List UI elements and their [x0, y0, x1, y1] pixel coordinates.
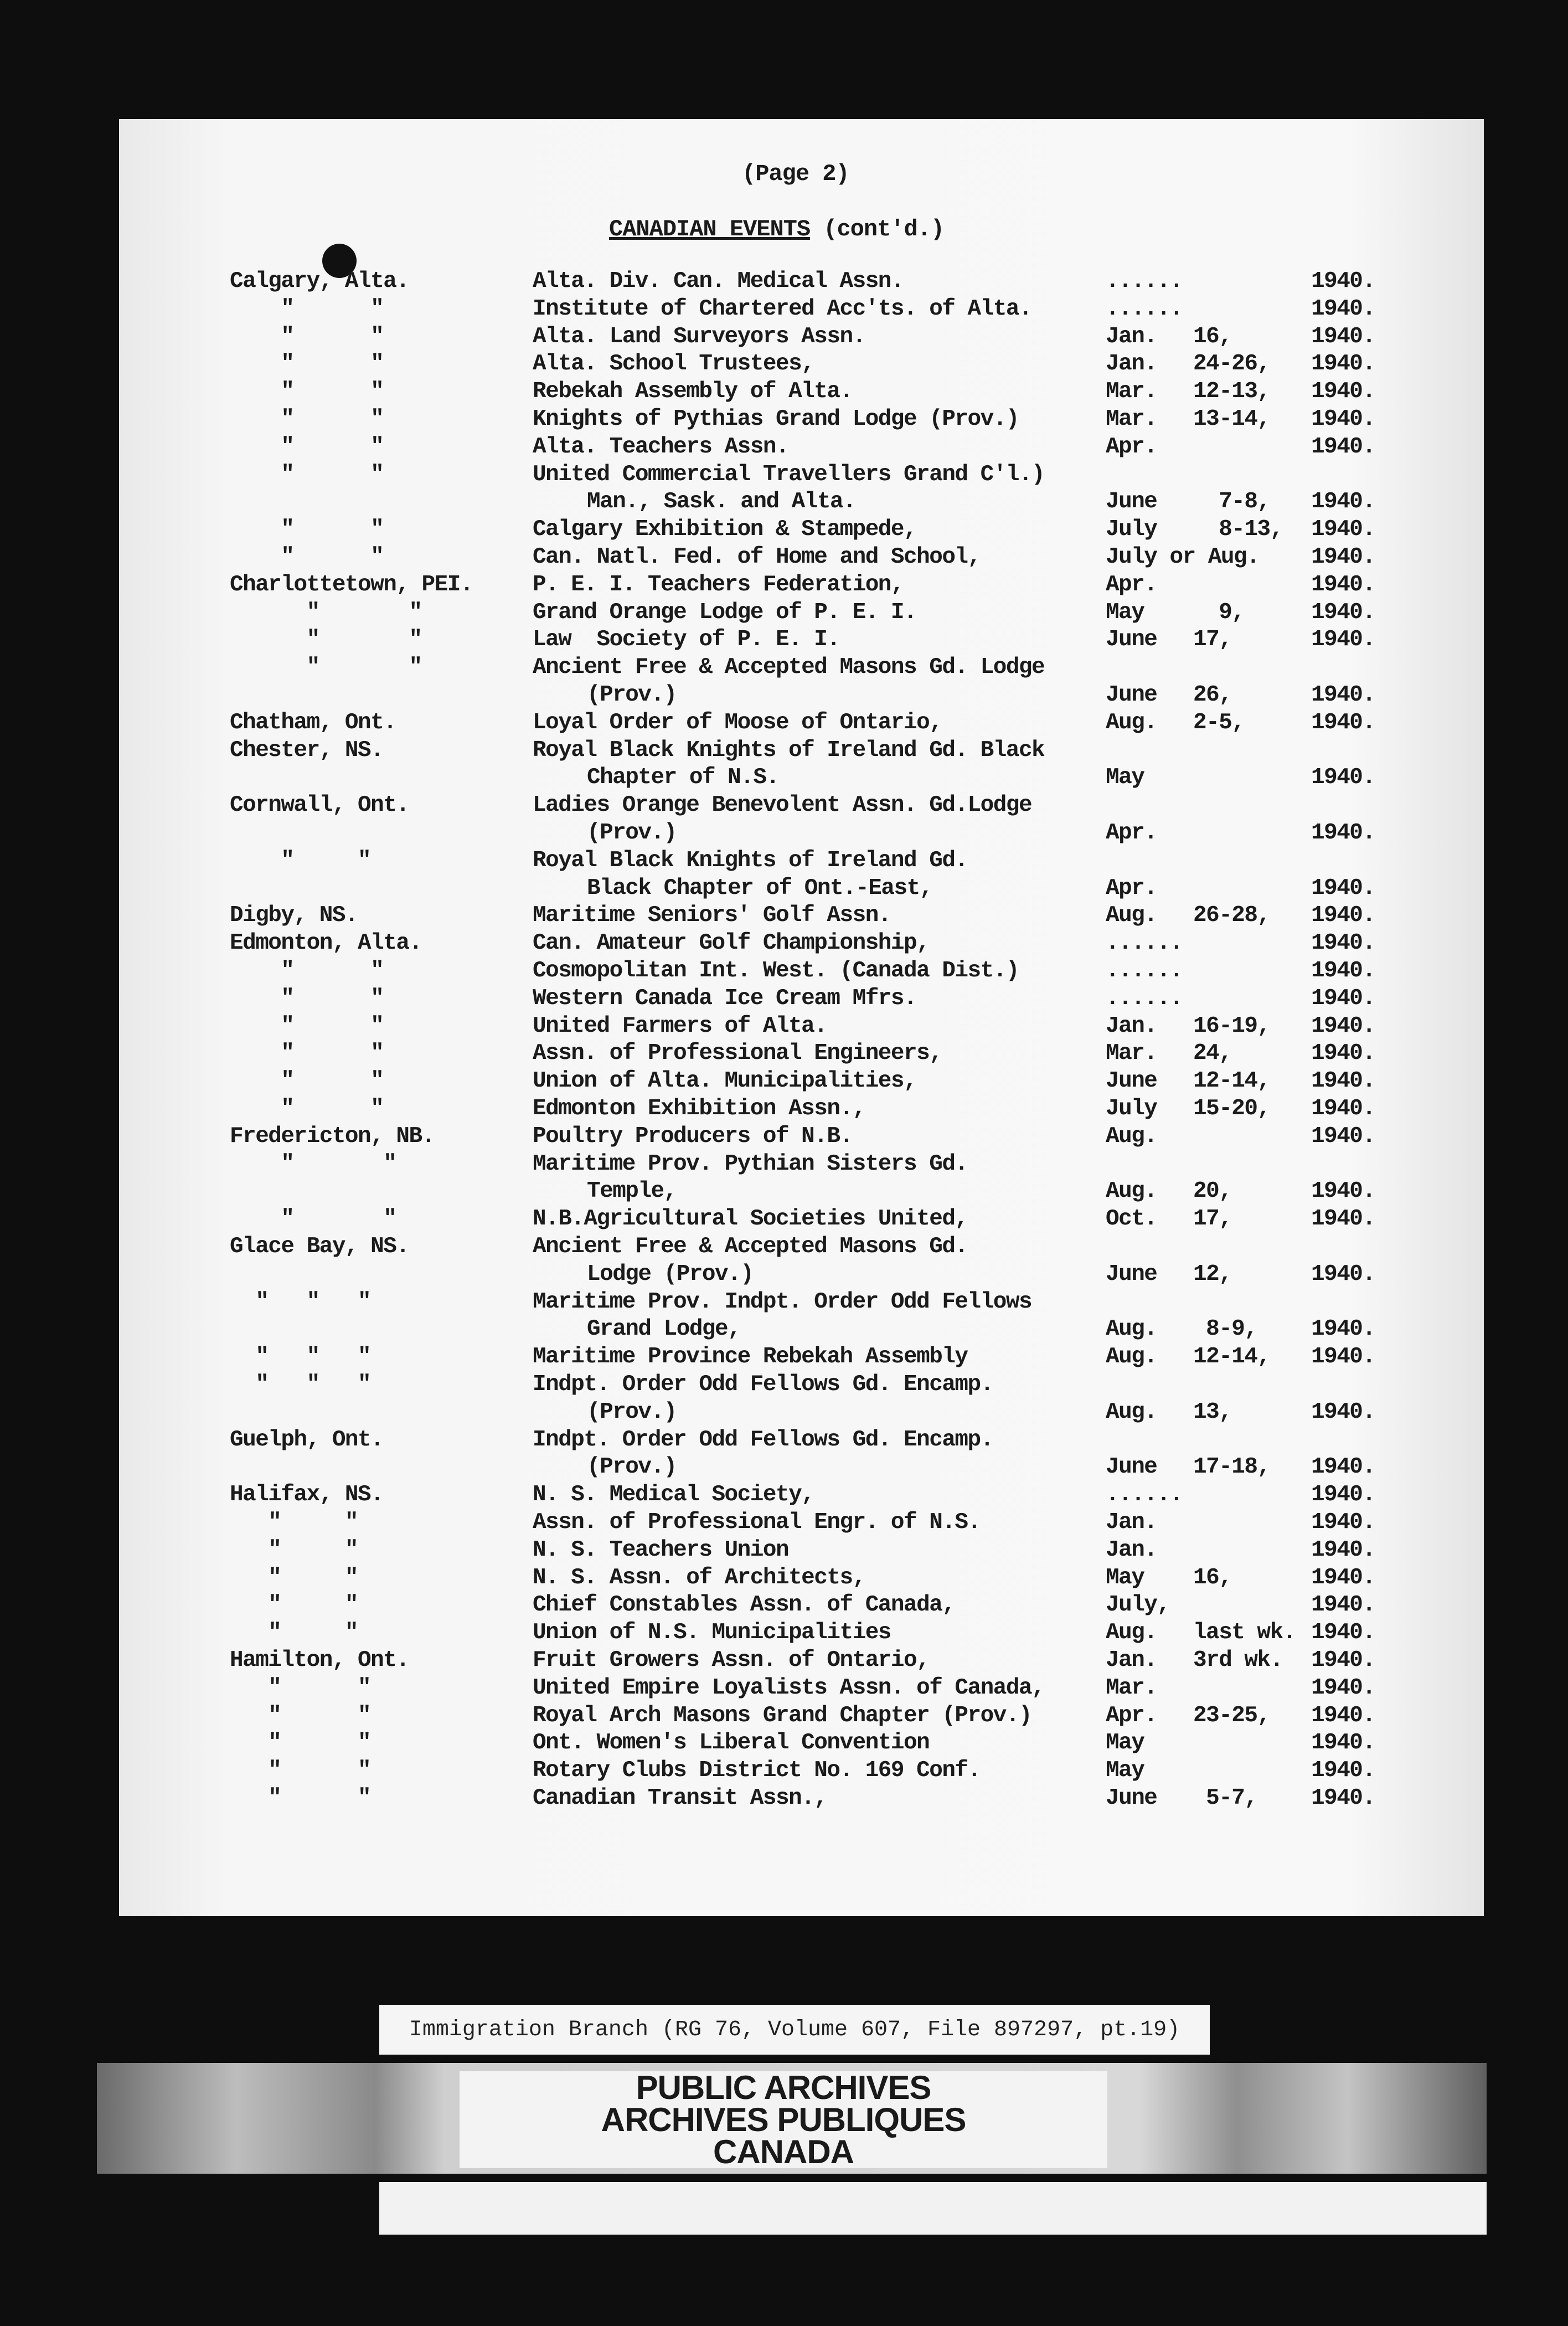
event-row — [0, 269, 1568, 296]
year-cell: 1940. — [1311, 1730, 1375, 1756]
year-cell: 1940. — [1311, 1179, 1375, 1205]
event-row — [0, 1537, 1568, 1565]
event-cell: Ont. Women's Liberal Convention — [533, 1730, 930, 1756]
month-cell: Aug. — [1106, 1399, 1157, 1425]
city-cell: Calgary, Alta. — [230, 269, 409, 294]
year-cell: 1940. — [1311, 269, 1375, 294]
day-cell: 16-19, — [1193, 1013, 1270, 1039]
event-row — [0, 434, 1568, 462]
day-cell: 3rd wk. — [1193, 1648, 1283, 1673]
event-row — [0, 655, 1568, 682]
event-row — [0, 1151, 1568, 1179]
event-row — [0, 379, 1568, 406]
city-cell: " " — [230, 655, 422, 681]
city-cell: " " — [230, 1151, 396, 1177]
month-cell: Jan. — [1106, 1537, 1157, 1563]
event-cell: Maritime Seniors' Golf Assn. — [533, 903, 891, 929]
city-cell: " " — [230, 1068, 384, 1094]
event-cell: Assn. of Professional Engineers, — [533, 1041, 942, 1067]
year-cell: 1940. — [1311, 709, 1375, 735]
stamp-line-1: PUBLIC ARCHIVES — [636, 2068, 931, 2106]
event-row — [0, 544, 1568, 572]
city-cell: Chatham, Ont. — [230, 709, 396, 735]
page-number: (Page 2) — [742, 161, 849, 187]
event-row — [0, 1289, 1568, 1317]
month-cell: Apr. — [1106, 1702, 1157, 1728]
event-row — [0, 1344, 1568, 1372]
event-row — [0, 1565, 1568, 1593]
month-cell: Apr. — [1106, 572, 1157, 598]
event-row — [0, 1316, 1568, 1344]
city-cell: " " — [230, 1785, 371, 1811]
event-cell: (Prov.) — [587, 682, 677, 708]
city-cell: Edmonton, Alta. — [230, 930, 422, 956]
month-cell: June — [1106, 1068, 1157, 1094]
event-cell: N. S. Teachers Union — [533, 1537, 789, 1563]
event-row — [0, 1675, 1568, 1703]
year-cell: 1940. — [1311, 1620, 1375, 1646]
day-cell: 17-18, — [1193, 1454, 1270, 1480]
city-cell: " " — [230, 1041, 384, 1067]
year-cell: 1940. — [1311, 1399, 1375, 1425]
day-cell: 13, — [1193, 1399, 1232, 1425]
city-cell: " " — [230, 1675, 371, 1701]
month-cell: July — [1106, 1096, 1157, 1121]
event-cell: Ancient Free & Accepted Masons Gd. — [533, 1234, 968, 1259]
event-row — [0, 296, 1568, 324]
event-cell: Can. Natl. Fed. of Home and School, — [533, 544, 981, 570]
event-cell: (Prov.) — [587, 1399, 677, 1425]
city-cell: " " — [230, 379, 384, 405]
event-cell: Union of N.S. Municipalities — [533, 1620, 891, 1646]
city-cell: " " — [230, 296, 384, 322]
month-cell: July or Aug. — [1106, 544, 1260, 570]
month-cell: Aug. — [1106, 1123, 1157, 1149]
event-cell: Edmonton Exhibition Assn., — [533, 1096, 865, 1121]
city-cell: " " — [230, 1096, 384, 1121]
event-cell: N. S. Medical Society, — [533, 1482, 814, 1508]
month-cell: July, — [1106, 1592, 1170, 1618]
archive-reference-text: Immigration Branch (RG 76, Volume 607, File 897297, pt.19) — [409, 2017, 1180, 2042]
month-cell: May — [1106, 1565, 1144, 1591]
city-cell: Digby, NS. — [230, 903, 358, 929]
event-row — [0, 848, 1568, 876]
city-cell: " " " — [230, 1344, 371, 1370]
day-cell: 17, — [1193, 627, 1232, 653]
month-cell: Jan. — [1106, 1013, 1157, 1039]
archive-reference-label — [379, 2005, 1210, 2055]
year-cell: 1940. — [1311, 765, 1375, 791]
city-cell: " " — [230, 434, 384, 460]
city-cell: Hamilton, Ont. — [230, 1648, 409, 1673]
event-cell: Union of Alta. Municipalities, — [533, 1068, 917, 1094]
day-cell: 8-13, — [1193, 517, 1283, 543]
day-cell: 12-14, — [1193, 1068, 1270, 1094]
event-row — [0, 1068, 1568, 1096]
city-cell: Glace Bay, NS. — [230, 1234, 409, 1259]
city-cell: Fredericton, NB. — [230, 1123, 435, 1149]
event-row — [0, 1262, 1568, 1289]
year-cell: 1940. — [1311, 379, 1375, 405]
day-cell: 2-5, — [1193, 709, 1245, 735]
event-cell: Maritime Prov. Pythian Sisters Gd. — [533, 1151, 968, 1177]
event-row — [0, 1730, 1568, 1758]
event-row — [0, 738, 1568, 765]
event-row — [0, 903, 1568, 930]
year-cell: 1940. — [1311, 1013, 1375, 1039]
year-cell: 1940. — [1311, 1316, 1375, 1342]
day-cell: 5-7, — [1193, 1785, 1257, 1811]
city-cell: " " — [230, 1730, 371, 1756]
city-cell: " " — [230, 517, 384, 543]
event-cell: Alta. Div. Can. Medical Assn. — [533, 269, 904, 294]
event-row — [0, 986, 1568, 1013]
month-cell: June — [1106, 489, 1157, 515]
city-cell: Halifax, NS. — [230, 1482, 384, 1508]
event-cell: Temple, — [587, 1179, 677, 1205]
year-cell: 1940. — [1311, 1344, 1375, 1370]
event-row — [0, 1785, 1568, 1813]
year-cell: 1940. — [1311, 572, 1375, 598]
year-cell: 1940. — [1311, 1123, 1375, 1149]
month-cell: Apr. — [1106, 820, 1157, 846]
event-cell: Poultry Producers of N.B. — [533, 1123, 853, 1149]
day-cell: 12, — [1193, 1261, 1232, 1287]
city-cell: Guelph, Ont. — [230, 1427, 384, 1453]
heading-suffix: (cont'd.) — [810, 216, 945, 243]
event-row — [0, 682, 1568, 710]
event-row — [0, 1399, 1568, 1427]
day-cell: 24-26, — [1193, 351, 1270, 377]
city-cell: " " — [230, 1592, 358, 1618]
event-row — [0, 462, 1568, 490]
event-row — [0, 1013, 1568, 1041]
year-cell: 1940. — [1311, 1482, 1375, 1508]
city-cell: " " — [230, 847, 371, 873]
year-cell: 1940. — [1311, 627, 1375, 653]
event-cell: Alta. School Trustees, — [533, 351, 814, 377]
event-cell: Knights of Pythias Grand Lodge (Prov.) — [533, 406, 1019, 432]
day-cell: last wk. — [1193, 1620, 1296, 1646]
event-cell: Institute of Chartered Acc'ts. of Alta. — [533, 296, 1032, 322]
day-cell: 24, — [1193, 1041, 1232, 1067]
day-cell: 7-8, — [1193, 489, 1270, 515]
day-cell: 13-14, — [1193, 406, 1270, 432]
year-cell: 1940. — [1311, 875, 1375, 901]
event-row — [0, 710, 1568, 738]
day-cell: 17, — [1193, 1206, 1232, 1232]
event-cell: Fruit Growers Assn. of Ontario, — [533, 1648, 930, 1673]
year-cell: 1940. — [1311, 1096, 1375, 1121]
year-cell: 1940. — [1311, 599, 1375, 625]
day-cell: 16, — [1193, 1565, 1232, 1591]
event-row — [0, 572, 1568, 600]
month-cell: May — [1106, 765, 1144, 791]
event-row — [0, 1510, 1568, 1537]
city-cell: " " — [230, 323, 384, 349]
year-cell: 1940. — [1311, 351, 1375, 377]
city-cell: " " — [230, 544, 384, 570]
event-cell: (Prov.) — [587, 820, 677, 846]
year-cell: 1940. — [1311, 985, 1375, 1011]
event-cell: Grand Orange Lodge of P. E. I. — [533, 599, 917, 625]
month-cell: June — [1106, 1261, 1157, 1287]
year-cell: 1940. — [1311, 1206, 1375, 1232]
event-row — [0, 406, 1568, 434]
day-cell: 26, — [1193, 682, 1232, 708]
city-cell: " " — [230, 351, 384, 377]
month-cell: Apr. — [1106, 875, 1157, 901]
event-cell: Royal Arch Masons Grand Chapter (Prov.) — [533, 1702, 1032, 1728]
month-cell: Mar. — [1106, 1041, 1157, 1067]
year-cell: 1940. — [1311, 1261, 1375, 1287]
event-cell: Maritime Prov. Indpt. Order Odd Fellows — [533, 1289, 1032, 1315]
event-cell: Lodge (Prov.) — [587, 1261, 754, 1287]
month-cell: ...... — [1106, 930, 1183, 956]
event-cell: P. E. I. Teachers Federation, — [533, 572, 904, 598]
city-cell: " " — [230, 599, 422, 625]
year-cell: 1940. — [1311, 1041, 1375, 1067]
month-cell: ...... — [1106, 269, 1183, 294]
year-cell: 1940. — [1311, 296, 1375, 322]
event-cell: Rebekah Assembly of Alta. — [533, 379, 853, 405]
event-row — [0, 1234, 1568, 1262]
heading-title: CANADIAN EVENTS — [609, 216, 811, 243]
month-cell: ...... — [1106, 958, 1183, 984]
month-cell: June — [1106, 627, 1157, 653]
event-cell: Cosmopolitan Int. West. (Canada Dist.) — [533, 958, 1019, 984]
city-cell: Chester, NS. — [230, 737, 384, 763]
event-row — [0, 793, 1568, 820]
year-cell: 1940. — [1311, 1702, 1375, 1728]
city-cell: " " — [230, 1537, 358, 1563]
event-row — [0, 1179, 1568, 1206]
month-cell: Aug. — [1106, 1620, 1157, 1646]
event-cell: Ladies Orange Benevolent Assn. Gd.Lodge — [533, 793, 1032, 819]
page-heading — [609, 216, 944, 243]
event-row — [0, 930, 1568, 958]
event-cell: N. S. Assn. of Architects, — [533, 1565, 865, 1591]
event-row — [0, 1703, 1568, 1731]
day-cell: 20, — [1193, 1179, 1232, 1205]
event-row — [0, 1454, 1568, 1482]
event-row — [0, 627, 1568, 655]
month-cell: Mar. — [1106, 1675, 1157, 1701]
month-cell: June — [1106, 1785, 1157, 1811]
day-cell: 8-9, — [1193, 1316, 1257, 1342]
event-cell: Law Society of P. E. I. — [533, 627, 840, 653]
month-cell: Aug. — [1106, 1344, 1157, 1370]
event-row — [0, 1206, 1568, 1234]
event-cell: Can. Amateur Golf Championship, — [533, 930, 930, 956]
event-cell: Alta. Teachers Assn. — [533, 434, 789, 460]
month-cell: Oct. — [1106, 1206, 1157, 1232]
event-cell: United Farmers of Alta. — [533, 1013, 827, 1039]
city-cell: Cornwall, Ont. — [230, 793, 409, 819]
event-row — [0, 489, 1568, 517]
event-row — [0, 1620, 1568, 1648]
event-row — [0, 1372, 1568, 1399]
month-cell: Jan. — [1106, 1510, 1157, 1535]
year-cell: 1940. — [1311, 1537, 1375, 1563]
year-cell: 1940. — [1311, 434, 1375, 460]
event-cell: Canadian Transit Assn., — [533, 1785, 827, 1811]
city-cell: " " — [230, 1758, 371, 1784]
city-cell: " " — [230, 461, 384, 487]
city-cell: " " — [230, 406, 384, 432]
event-cell: Royal Black Knights of Ireland Gd. — [533, 847, 968, 873]
city-cell: " " — [230, 1013, 384, 1039]
day-cell: 16, — [1193, 323, 1232, 349]
year-cell: 1940. — [1311, 903, 1375, 929]
city-cell: Charlottetown, PEI. — [230, 572, 473, 598]
event-cell: Chief Constables Assn. of Canada, — [533, 1592, 955, 1618]
event-cell: Royal Black Knights of Ireland Gd. Black — [533, 737, 1045, 763]
month-cell: May — [1106, 599, 1144, 625]
event-row — [0, 765, 1568, 793]
event-cell: Loyal Order of Moose of Ontario, — [533, 709, 942, 735]
event-cell: United Commercial Travellers Grand C'l.) — [533, 461, 1045, 487]
event-cell: United Empire Loyalists Assn. of Canada, — [533, 1675, 1045, 1701]
month-cell: June — [1106, 682, 1157, 708]
archive-stamp — [460, 2068, 1107, 2170]
event-cell: Man., Sask. and Alta. — [587, 489, 856, 515]
event-cell: Indpt. Order Odd Fellows Gd. Encamp. — [533, 1427, 993, 1453]
month-cell: June — [1106, 1454, 1157, 1480]
event-row — [0, 1096, 1568, 1124]
city-cell: " " — [230, 1702, 371, 1728]
city-cell: " " — [230, 985, 384, 1011]
bottom-blank-strip — [379, 2182, 1487, 2235]
year-cell: 1940. — [1311, 1592, 1375, 1618]
year-cell: 1940. — [1311, 544, 1375, 570]
event-row — [0, 600, 1568, 627]
month-cell: Jan. — [1106, 323, 1157, 349]
city-cell: " " " — [230, 1289, 371, 1315]
year-cell: 1940. — [1311, 1785, 1375, 1811]
year-cell: 1940. — [1311, 930, 1375, 956]
city-cell: " " — [230, 958, 384, 984]
event-cell: Chapter of N.S. — [587, 765, 779, 791]
year-cell: 1940. — [1311, 1758, 1375, 1784]
year-cell: 1940. — [1311, 1068, 1375, 1094]
city-cell: " " — [230, 1510, 358, 1535]
month-cell: ...... — [1106, 296, 1183, 322]
year-cell: 1940. — [1311, 323, 1375, 349]
event-row — [0, 517, 1568, 544]
event-cell: Maritime Province Rebekah Assembly — [533, 1344, 968, 1370]
event-row — [0, 1427, 1568, 1455]
event-row — [0, 876, 1568, 903]
event-cell: Rotary Clubs District No. 169 Conf. — [533, 1758, 981, 1784]
year-cell: 1940. — [1311, 517, 1375, 543]
month-cell: Jan. — [1106, 1648, 1157, 1673]
month-cell: ...... — [1106, 985, 1183, 1011]
year-cell: 1940. — [1311, 1510, 1375, 1535]
event-cell: Black Chapter of Ont.-East, — [587, 875, 932, 901]
city-cell: " " — [230, 627, 422, 653]
event-row — [0, 820, 1568, 848]
event-cell: (Prov.) — [587, 1454, 677, 1480]
day-cell: 12-13, — [1193, 379, 1270, 405]
event-row — [0, 1648, 1568, 1675]
month-cell: Jan. — [1106, 351, 1157, 377]
day-cell: 9, — [1193, 599, 1245, 625]
year-cell: 1940. — [1311, 489, 1375, 515]
year-cell: 1940. — [1311, 1675, 1375, 1701]
year-cell: 1940. — [1311, 682, 1375, 708]
city-cell: " " — [230, 1206, 396, 1232]
year-cell: 1940. — [1311, 1565, 1375, 1591]
stamp-line-3: CANADA — [713, 2133, 854, 2170]
year-cell: 1940. — [1311, 1454, 1375, 1480]
city-cell: " " — [230, 1565, 358, 1591]
month-cell: Aug. — [1106, 1316, 1157, 1342]
year-cell: 1940. — [1311, 1648, 1375, 1673]
event-cell: Indpt. Order Odd Fellows Gd. Encamp. — [533, 1372, 993, 1397]
month-cell: Aug. — [1106, 709, 1157, 735]
event-cell: N.B.Agricultural Societies United, — [533, 1206, 968, 1232]
day-cell: 15-20, — [1193, 1096, 1270, 1121]
event-cell: Western Canada Ice Cream Mfrs. — [533, 985, 917, 1011]
event-row — [0, 1758, 1568, 1785]
month-cell: May — [1106, 1730, 1144, 1756]
month-cell: Aug. — [1106, 1179, 1157, 1205]
month-cell: ...... — [1106, 1482, 1183, 1508]
event-row — [0, 1592, 1568, 1620]
year-cell: 1940. — [1311, 820, 1375, 846]
month-cell: Apr. — [1106, 434, 1157, 460]
month-cell: Mar. — [1106, 379, 1157, 405]
event-cell: Alta. Land Surveyors Assn. — [533, 323, 865, 349]
event-row — [0, 351, 1568, 379]
event-cell: Ancient Free & Accepted Masons Gd. Lodge — [533, 655, 1045, 681]
month-cell: May — [1106, 1758, 1144, 1784]
month-cell: July — [1106, 517, 1157, 543]
event-cell: Calgary Exhibition & Stampede, — [533, 517, 917, 543]
event-row — [0, 1124, 1568, 1151]
event-cell: Grand Lodge, — [587, 1316, 741, 1342]
event-row — [0, 1041, 1568, 1068]
month-cell: Mar. — [1106, 406, 1157, 432]
event-row — [0, 958, 1568, 986]
month-cell: Aug. — [1106, 903, 1157, 929]
day-cell: 23-25, — [1193, 1702, 1270, 1728]
event-row — [0, 324, 1568, 352]
year-cell: 1940. — [1311, 958, 1375, 984]
year-cell: 1940. — [1311, 406, 1375, 432]
event-row — [0, 1482, 1568, 1510]
day-cell: 26-28, — [1193, 903, 1270, 929]
city-cell: " " " — [230, 1372, 371, 1397]
event-cell: Assn. of Professional Engr. of N.S. — [533, 1510, 981, 1535]
city-cell: " " — [230, 1620, 358, 1646]
stamp-line-2: ARCHIVES PUBLIQUES — [601, 2101, 966, 2138]
day-cell: 12-14, — [1193, 1344, 1270, 1370]
